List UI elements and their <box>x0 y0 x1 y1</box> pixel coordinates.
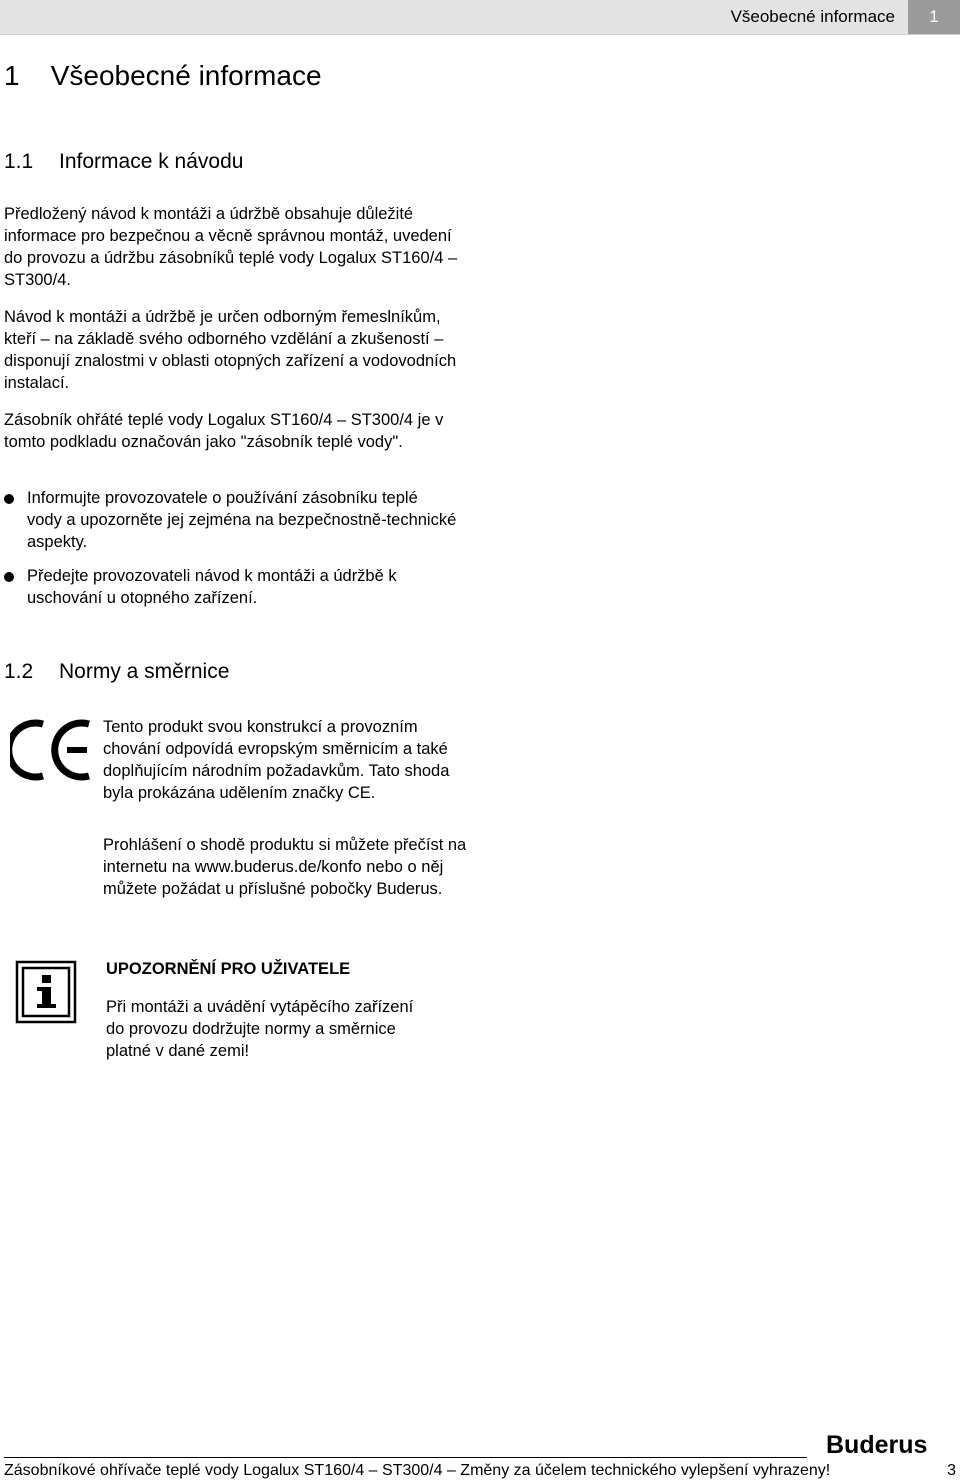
section-number: 1.2 <box>4 660 34 683</box>
notice-title: UPOZORNĚNÍ PRO UŽIVATELE <box>106 960 351 978</box>
section-title: Informace k návodu <box>59 150 244 173</box>
header-chapter-number: 1 <box>908 0 960 34</box>
section-heading-1-1 <box>4 150 243 174</box>
paragraph: Zásobník ohřáté teplé vody Logalux ST160/4 – ST300/4 je v tomto podkladu označován jako "zásobník teplé vody". <box>4 411 444 451</box>
list-item-text: Předejte provozovateli návod k montáži a údržbě k uschování u otopného zařízení. <box>27 567 397 607</box>
buderus-logo-text: Buderus <box>826 1432 928 1456</box>
footer-text: Zásobníkové ohřívače teplé vody Logalux ST160/4 – ST300/4 – Změny za účelem technického vylepšení vyhrazeny! <box>4 1462 831 1479</box>
chapter-heading: 1 Všeobecné informace <box>4 60 322 91</box>
bullet-icon <box>4 572 14 582</box>
buderus-logo <box>826 1432 958 1456</box>
info-icon <box>15 960 77 1024</box>
section-number: 1.1 <box>4 150 34 173</box>
page-header <box>0 0 960 35</box>
section-heading-1-2 <box>4 660 229 684</box>
list-item-text: Informujte provozovatele o používání zásobníku teplé vody a upozorněte jej zejména na bezpečnostně-technické aspekty. <box>27 489 457 551</box>
notice-text: Při montáži a uvádění vytápěcího zařízení do provozu dodržujte normy a směrnice platné v dané zemi! <box>106 998 414 1060</box>
bullet-icon <box>4 494 14 504</box>
paragraph: Návod k montáži a údržbě je určen odborným řemeslníkům, kteří – na základě svého odborného vzdělání a zkušeností – disponují znalostmi v oblasti otopných zařízení a vodovodních instalací. <box>4 308 457 392</box>
footer-divider <box>4 1457 807 1458</box>
section-title: Normy a směrnice <box>59 660 230 683</box>
paragraph: Předložený návod k montáži a údržbě obsahuje důležité informace pro bezpečnou a věcně správnou montáž, uvedení do provozu a údržbu zásobníků teplé vody Logalux ST160/4 – ST300/4. <box>4 205 458 289</box>
page-number: 3 <box>947 1462 956 1479</box>
ce-paragraph: Prohlášení o shodě produktu si můžete přečíst na internetu na www.buderus.de/konfo nebo o něj můžete požádat u příslušné pobočky Buderus. <box>103 836 467 898</box>
ce-mark-icon <box>10 717 92 783</box>
ce-paragraph: Tento produkt svou konstrukcí a provozním chování odpovídá evropským směrnicím a také doplňujícím národním požadavkům. Tato shoda byla prokázána udělením značky CE. <box>103 718 450 802</box>
header-title: Všeobecné informace <box>730 7 895 26</box>
